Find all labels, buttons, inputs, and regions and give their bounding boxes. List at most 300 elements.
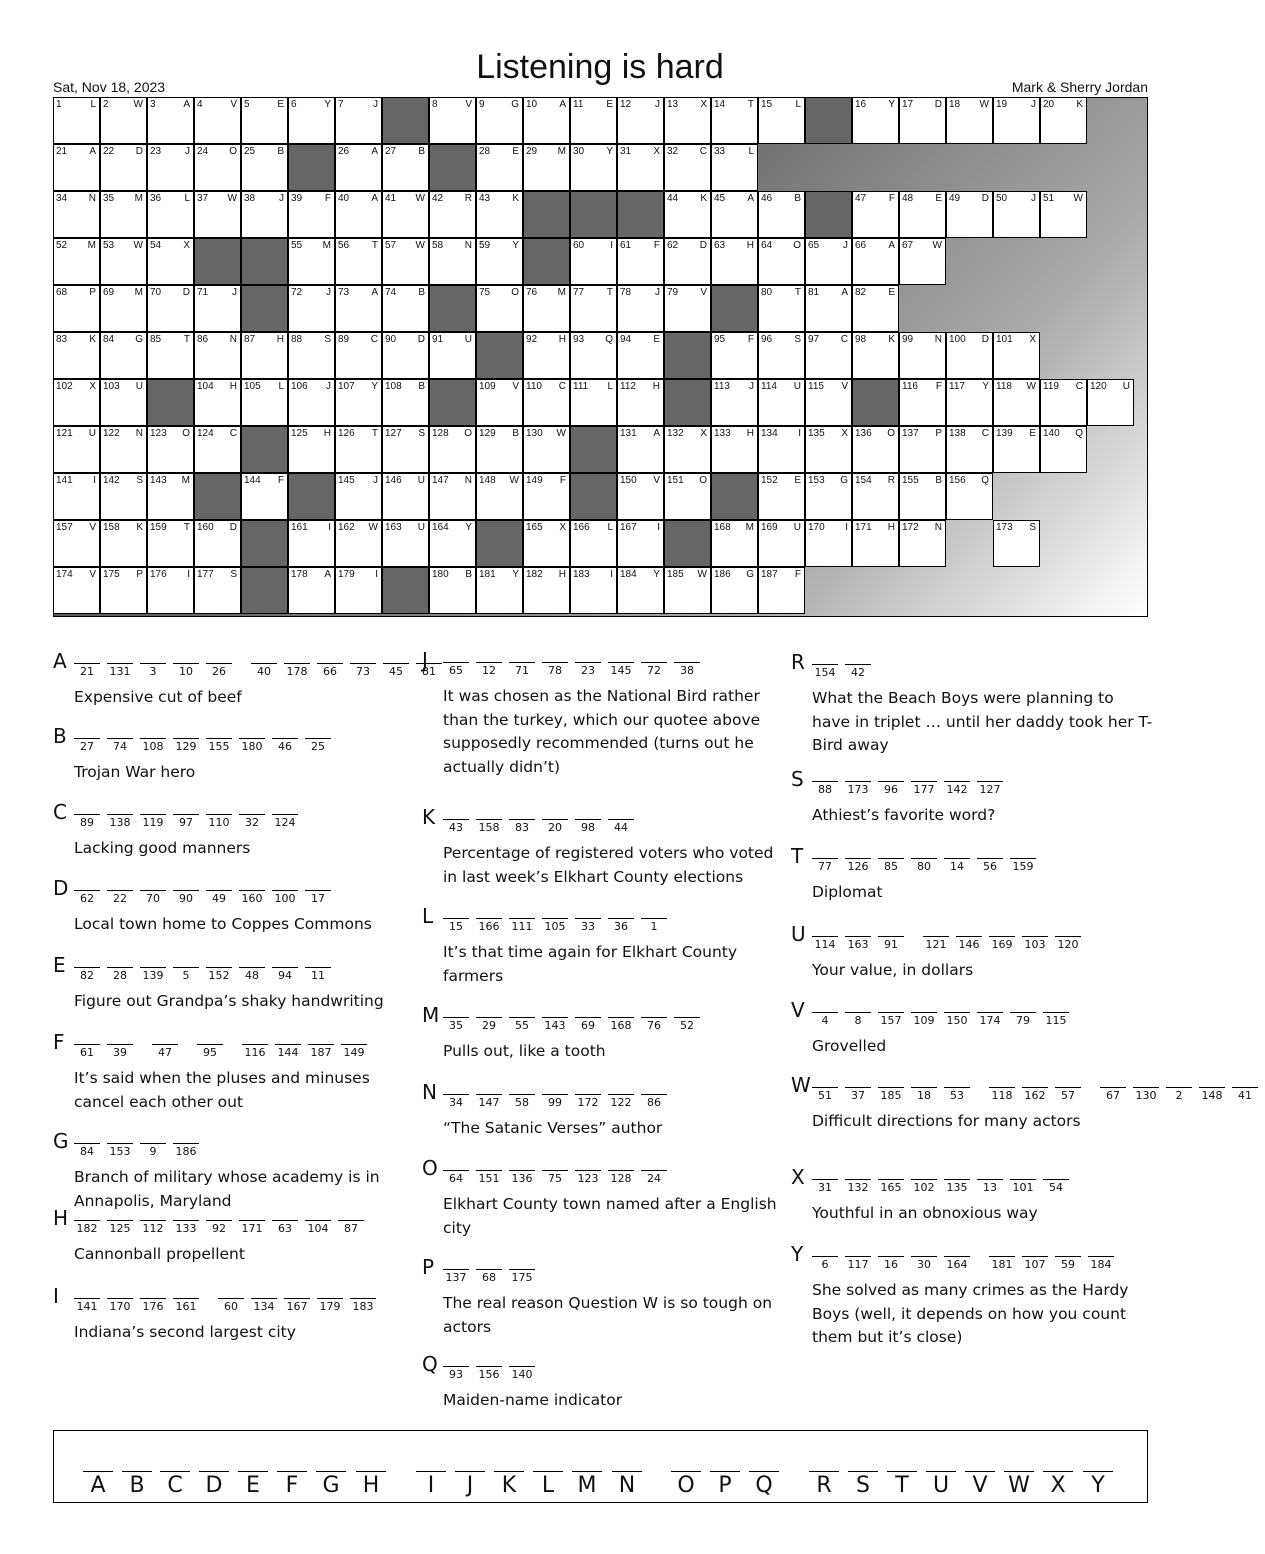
grid-cell-116[interactable] xyxy=(899,379,946,426)
answer-blank[interactable]: 146 xyxy=(956,936,982,951)
grid-cell-16[interactable] xyxy=(852,97,899,144)
answer-blank[interactable]: 137 xyxy=(443,1269,469,1284)
answer-blank[interactable]: 59 xyxy=(1055,1256,1081,1271)
answer-blank[interactable]: 105 xyxy=(542,918,568,933)
answer-blank[interactable]: 21 xyxy=(74,663,100,678)
grid-cell-133[interactable] xyxy=(711,426,758,473)
grid-cell-160[interactable] xyxy=(194,520,241,567)
answer-blank[interactable]: 135 xyxy=(944,1179,970,1194)
answer-blank[interactable]: 49 xyxy=(206,890,232,905)
answer-blank[interactable]: 73 xyxy=(350,663,376,678)
answer-blank[interactable]: 120 xyxy=(1055,936,1081,951)
answer-blank[interactable]: 24 xyxy=(641,1170,667,1185)
answer-blank[interactable]: 107 xyxy=(1022,1256,1048,1271)
answer-blank[interactable]: 103 xyxy=(1022,936,1048,951)
grid-cell-39[interactable] xyxy=(288,191,335,238)
grid-cell-59[interactable] xyxy=(476,238,523,285)
answer-blank[interactable]: 176 xyxy=(140,1298,166,1313)
grid-cell-107[interactable] xyxy=(335,379,382,426)
grid-cell-23[interactable] xyxy=(147,144,194,191)
grid-cell-170[interactable] xyxy=(805,520,852,567)
answer-blank[interactable]: 53 xyxy=(944,1087,970,1102)
grid-cell-151[interactable] xyxy=(664,473,711,520)
grid-cell-72[interactable] xyxy=(288,285,335,332)
answer-blank[interactable]: 101 xyxy=(1010,1179,1036,1194)
grid-cell-111[interactable] xyxy=(570,379,617,426)
grid-cell-33[interactable] xyxy=(711,144,758,191)
answer-blank[interactable]: 51 xyxy=(812,1087,838,1102)
grid-cell-26[interactable] xyxy=(335,144,382,191)
answer-blank[interactable]: 64 xyxy=(443,1170,469,1185)
answer-blank[interactable]: 163 xyxy=(845,936,871,951)
answer-letter-w[interactable]: W xyxy=(1004,1471,1034,1498)
answer-blank[interactable]: 23 xyxy=(575,662,601,677)
answer-blank[interactable]: 2 xyxy=(1166,1087,1192,1102)
grid-cell-11[interactable] xyxy=(570,97,617,144)
grid-cell-132[interactable] xyxy=(664,426,711,473)
grid-cell-27[interactable] xyxy=(382,144,429,191)
grid-cell-35[interactable] xyxy=(100,191,147,238)
grid-cell-9[interactable] xyxy=(476,97,523,144)
answer-blank[interactable]: 76 xyxy=(641,1017,667,1032)
grid-cell-65[interactable] xyxy=(805,238,852,285)
grid-cell-48[interactable] xyxy=(899,191,946,238)
grid-cell-156[interactable] xyxy=(946,473,993,520)
answer-blank[interactable]: 139 xyxy=(140,967,166,982)
grid-cell-105[interactable] xyxy=(241,379,288,426)
answer-blank[interactable]: 157 xyxy=(878,1012,904,1027)
grid-cell-146[interactable] xyxy=(382,473,429,520)
answer-blank[interactable]: 84 xyxy=(74,1143,100,1158)
answer-letter-p[interactable]: P xyxy=(710,1471,740,1498)
grid-cell-4[interactable] xyxy=(194,97,241,144)
grid-cell-36[interactable] xyxy=(147,191,194,238)
answer-blank[interactable]: 154 xyxy=(812,664,838,679)
grid-cell-89[interactable] xyxy=(335,332,382,379)
grid-cell-12[interactable] xyxy=(617,97,664,144)
answer-blank[interactable]: 75 xyxy=(542,1170,568,1185)
answer-letter-e[interactable]: E xyxy=(238,1471,268,1498)
grid-cell-173[interactable] xyxy=(993,520,1040,567)
answer-blank[interactable]: 86 xyxy=(641,1094,667,1109)
grid-cell-2[interactable] xyxy=(100,97,147,144)
grid-cell-62[interactable] xyxy=(664,238,711,285)
answer-blank[interactable]: 167 xyxy=(284,1298,310,1313)
answer-blank[interactable]: 28 xyxy=(107,967,133,982)
grid-cell-51[interactable] xyxy=(1040,191,1087,238)
answer-blank[interactable]: 123 xyxy=(575,1170,601,1185)
answer-blank[interactable]: 43 xyxy=(443,819,469,834)
grid-cell-5[interactable] xyxy=(241,97,288,144)
answer-letter-a[interactable]: A xyxy=(83,1471,113,1498)
grid-cell-137[interactable] xyxy=(899,426,946,473)
grid-cell-21[interactable] xyxy=(53,144,100,191)
grid-cell-106[interactable] xyxy=(288,379,335,426)
grid-cell-96[interactable] xyxy=(758,332,805,379)
answer-blank[interactable]: 85 xyxy=(878,858,904,873)
grid-cell-167[interactable] xyxy=(617,520,664,567)
grid-cell-18[interactable] xyxy=(946,97,993,144)
answer-blank[interactable]: 155 xyxy=(206,738,232,753)
grid-cell-97[interactable] xyxy=(805,332,852,379)
grid-cell-42[interactable] xyxy=(429,191,476,238)
answer-blank[interactable]: 132 xyxy=(845,1179,871,1194)
grid-cell-17[interactable] xyxy=(899,97,946,144)
answer-blank[interactable]: 91 xyxy=(878,936,904,951)
grid-cell-163[interactable] xyxy=(382,520,429,567)
grid-cell-165[interactable] xyxy=(523,520,570,567)
answer-blank[interactable]: 65 xyxy=(443,662,469,677)
grid-cell-84[interactable] xyxy=(100,332,147,379)
answer-blank[interactable]: 81 xyxy=(416,663,442,678)
answer-blank[interactable]: 37 xyxy=(845,1087,871,1102)
grid-cell-75[interactable] xyxy=(476,285,523,332)
grid-cell-161[interactable] xyxy=(288,520,335,567)
answer-blank[interactable]: 168 xyxy=(608,1017,634,1032)
grid-cell-80[interactable] xyxy=(758,285,805,332)
answer-blank[interactable]: 177 xyxy=(911,781,937,796)
grid-cell-63[interactable] xyxy=(711,238,758,285)
answer-blank[interactable]: 4 xyxy=(812,1012,838,1027)
grid-cell-28[interactable] xyxy=(476,144,523,191)
answer-blank[interactable]: 151 xyxy=(476,1170,502,1185)
answer-blank[interactable]: 102 xyxy=(911,1179,937,1194)
answer-blank[interactable]: 98 xyxy=(575,819,601,834)
grid-cell-117[interactable] xyxy=(946,379,993,426)
grid-cell-77[interactable] xyxy=(570,285,617,332)
grid-cell-54[interactable] xyxy=(147,238,194,285)
grid-cell-1[interactable] xyxy=(53,97,100,144)
grid-cell-184[interactable] xyxy=(617,567,664,614)
answer-blank[interactable]: 143 xyxy=(542,1017,568,1032)
answer-blank[interactable]: 130 xyxy=(1133,1087,1159,1102)
answer-letter-u[interactable]: U xyxy=(926,1471,956,1498)
answer-blank[interactable]: 147 xyxy=(476,1094,502,1109)
grid-cell-70[interactable] xyxy=(147,285,194,332)
answer-blank[interactable]: 114 xyxy=(812,936,838,951)
grid-cell-38[interactable] xyxy=(241,191,288,238)
grid-cell-134[interactable] xyxy=(758,426,805,473)
grid-cell-153[interactable] xyxy=(805,473,852,520)
answer-blank[interactable]: 110 xyxy=(206,814,232,829)
answer-blank[interactable]: 3 xyxy=(140,663,166,678)
grid-cell-142[interactable] xyxy=(100,473,147,520)
answer-letter-v[interactable]: V xyxy=(965,1471,995,1498)
answer-blank[interactable]: 69 xyxy=(575,1017,601,1032)
answer-letter-y[interactable]: Y xyxy=(1083,1471,1113,1498)
grid-cell-144[interactable] xyxy=(241,473,288,520)
grid-cell-180[interactable] xyxy=(429,567,476,614)
grid-cell-181[interactable] xyxy=(476,567,523,614)
answer-blank[interactable]: 71 xyxy=(509,662,535,677)
grid-cell-103[interactable] xyxy=(100,379,147,426)
grid-cell-104[interactable] xyxy=(194,379,241,426)
answer-blank[interactable]: 77 xyxy=(812,858,838,873)
grid-cell-141[interactable] xyxy=(53,473,100,520)
grid-cell-147[interactable] xyxy=(429,473,476,520)
answer-blank[interactable]: 125 xyxy=(107,1220,133,1235)
grid-cell-143[interactable] xyxy=(147,473,194,520)
grid-cell-118[interactable] xyxy=(993,379,1040,426)
answer-letter-i[interactable]: I xyxy=(416,1471,446,1498)
grid-cell-53[interactable] xyxy=(100,238,147,285)
grid-cell-150[interactable] xyxy=(617,473,664,520)
grid-cell-127[interactable] xyxy=(382,426,429,473)
answer-blank[interactable]: 32 xyxy=(239,814,265,829)
answer-blank[interactable]: 186 xyxy=(173,1143,199,1158)
grid-cell-129[interactable] xyxy=(476,426,523,473)
answer-blank[interactable]: 182 xyxy=(74,1220,100,1235)
answer-blank[interactable]: 41 xyxy=(1232,1087,1258,1102)
answer-blank[interactable]: 122 xyxy=(608,1094,634,1109)
answer-blank[interactable]: 22 xyxy=(107,890,133,905)
answer-blank[interactable]: 52 xyxy=(674,1017,700,1032)
answer-blank[interactable]: 178 xyxy=(284,663,310,678)
grid-cell-82[interactable] xyxy=(852,285,899,332)
answer-blank[interactable]: 31 xyxy=(812,1179,838,1194)
answer-blank[interactable]: 162 xyxy=(1022,1087,1048,1102)
answer-blank[interactable]: 72 xyxy=(641,662,667,677)
grid-cell-79[interactable] xyxy=(664,285,711,332)
answer-blank[interactable]: 8 xyxy=(845,1012,871,1027)
answer-blank[interactable]: 112 xyxy=(140,1220,166,1235)
answer-blank[interactable]: 45 xyxy=(383,663,409,678)
grid-cell-187[interactable] xyxy=(758,567,805,614)
answer-blank[interactable]: 67 xyxy=(1100,1087,1126,1102)
grid-cell-60[interactable] xyxy=(570,238,617,285)
grid-cell-88[interactable] xyxy=(288,332,335,379)
grid-cell-168[interactable] xyxy=(711,520,758,567)
answer-letter-c[interactable]: C xyxy=(160,1471,190,1498)
answer-blank[interactable]: 94 xyxy=(272,967,298,982)
grid-cell-87[interactable] xyxy=(241,332,288,379)
answer-blank[interactable]: 92 xyxy=(206,1220,232,1235)
answer-blank[interactable]: 144 xyxy=(275,1044,301,1059)
grid-cell-131[interactable] xyxy=(617,426,664,473)
grid-cell-8[interactable] xyxy=(429,97,476,144)
answer-blank[interactable]: 68 xyxy=(476,1269,502,1284)
grid-cell-152[interactable] xyxy=(758,473,805,520)
grid-cell-29[interactable] xyxy=(523,144,570,191)
answer-blank[interactable]: 99 xyxy=(542,1094,568,1109)
answer-blank[interactable]: 44 xyxy=(608,819,634,834)
grid-cell-98[interactable] xyxy=(852,332,899,379)
grid-cell-136[interactable] xyxy=(852,426,899,473)
answer-letter-b[interactable]: B xyxy=(122,1471,152,1498)
grid-cell-25[interactable] xyxy=(241,144,288,191)
grid-cell-34[interactable] xyxy=(53,191,100,238)
answer-blank[interactable]: 164 xyxy=(944,1256,970,1271)
answer-blank[interactable]: 95 xyxy=(197,1044,223,1059)
grid-cell-113[interactable] xyxy=(711,379,758,426)
answer-blank[interactable]: 152 xyxy=(206,967,232,982)
grid-cell-186[interactable] xyxy=(711,567,758,614)
answer-blank[interactable]: 180 xyxy=(239,738,265,753)
grid-cell-56[interactable] xyxy=(335,238,382,285)
answer-letter-o[interactable]: O xyxy=(671,1471,701,1498)
answer-blank[interactable]: 40 xyxy=(251,663,277,678)
answer-blank[interactable]: 26 xyxy=(206,663,232,678)
answer-blank[interactable]: 148 xyxy=(1199,1087,1225,1102)
grid-cell-154[interactable] xyxy=(852,473,899,520)
grid-cell-50[interactable] xyxy=(993,191,1040,238)
grid-cell-7[interactable] xyxy=(335,97,382,144)
grid-cell-162[interactable] xyxy=(335,520,382,567)
grid-cell-85[interactable] xyxy=(147,332,194,379)
grid-cell-177[interactable] xyxy=(194,567,241,614)
grid-cell-45[interactable] xyxy=(711,191,758,238)
answer-blank[interactable]: 185 xyxy=(878,1087,904,1102)
grid-cell-178[interactable] xyxy=(288,567,335,614)
grid-cell-30[interactable] xyxy=(570,144,617,191)
answer-blank[interactable]: 20 xyxy=(542,819,568,834)
grid-cell-24[interactable] xyxy=(194,144,241,191)
grid-cell-6[interactable] xyxy=(288,97,335,144)
grid-cell-176[interactable] xyxy=(147,567,194,614)
grid-cell-58[interactable] xyxy=(429,238,476,285)
answer-blank[interactable]: 60 xyxy=(218,1298,244,1313)
answer-blank[interactable]: 118 xyxy=(989,1087,1015,1102)
grid-cell-37[interactable] xyxy=(194,191,241,238)
answer-blank[interactable]: 78 xyxy=(542,662,568,677)
grid-cell-66[interactable] xyxy=(852,238,899,285)
answer-letter-d[interactable]: D xyxy=(199,1471,229,1498)
grid-cell-121[interactable] xyxy=(53,426,100,473)
answer-blank[interactable]: 100 xyxy=(272,890,298,905)
grid-cell-83[interactable] xyxy=(53,332,100,379)
grid-cell-92[interactable] xyxy=(523,332,570,379)
answer-blank[interactable]: 160 xyxy=(239,890,265,905)
answer-blank[interactable]: 79 xyxy=(1010,1012,1036,1027)
answer-blank[interactable]: 12 xyxy=(476,662,502,677)
answer-blank[interactable]: 136 xyxy=(509,1170,535,1185)
grid-cell-44[interactable] xyxy=(664,191,711,238)
answer-blank[interactable]: 126 xyxy=(845,858,871,873)
grid-cell-40[interactable] xyxy=(335,191,382,238)
answer-blank[interactable]: 62 xyxy=(74,890,100,905)
answer-letter-g[interactable]: G xyxy=(316,1471,346,1498)
grid-cell-67[interactable] xyxy=(899,238,946,285)
grid-cell-145[interactable] xyxy=(335,473,382,520)
answer-blank[interactable]: 56 xyxy=(977,858,1003,873)
grid-cell-115[interactable] xyxy=(805,379,852,426)
answer-blank[interactable]: 153 xyxy=(107,1143,133,1158)
grid-cell-157[interactable] xyxy=(53,520,100,567)
answer-blank[interactable]: 150 xyxy=(944,1012,970,1027)
answer-blank[interactable]: 82 xyxy=(74,967,100,982)
answer-blank[interactable]: 9 xyxy=(140,1143,166,1158)
grid-cell-81[interactable] xyxy=(805,285,852,332)
grid-cell-47[interactable] xyxy=(852,191,899,238)
grid-cell-22[interactable] xyxy=(100,144,147,191)
answer-blank[interactable]: 117 xyxy=(845,1256,871,1271)
grid-cell-112[interactable] xyxy=(617,379,664,426)
grid-cell-139[interactable] xyxy=(993,426,1040,473)
answer-blank[interactable]: 140 xyxy=(509,1366,535,1381)
grid-cell-171[interactable] xyxy=(852,520,899,567)
answer-blank[interactable]: 42 xyxy=(845,664,871,679)
grid-cell-94[interactable] xyxy=(617,332,664,379)
grid-cell-128[interactable] xyxy=(429,426,476,473)
answer-blank[interactable]: 165 xyxy=(878,1179,904,1194)
answer-blank[interactable]: 83 xyxy=(509,819,535,834)
answer-blank[interactable]: 187 xyxy=(308,1044,334,1059)
grid-cell-20[interactable] xyxy=(1040,97,1087,144)
grid-cell-140[interactable] xyxy=(1040,426,1087,473)
answer-blank[interactable]: 127 xyxy=(977,781,1003,796)
grid-cell-76[interactable] xyxy=(523,285,570,332)
answer-blank[interactable]: 170 xyxy=(107,1298,133,1313)
answer-blank[interactable]: 54 xyxy=(1043,1179,1069,1194)
grid-cell-90[interactable] xyxy=(382,332,429,379)
answer-letter-k[interactable]: K xyxy=(494,1471,524,1498)
grid-cell-57[interactable] xyxy=(382,238,429,285)
grid-cell-159[interactable] xyxy=(147,520,194,567)
answer-blank[interactable]: 35 xyxy=(443,1017,469,1032)
answer-letter-l[interactable]: L xyxy=(533,1471,563,1498)
answer-letter-x[interactable]: X xyxy=(1043,1471,1073,1498)
answer-blank[interactable]: 159 xyxy=(1010,858,1036,873)
grid-cell-110[interactable] xyxy=(523,379,570,426)
answer-blank[interactable]: 128 xyxy=(608,1170,634,1185)
grid-cell-108[interactable] xyxy=(382,379,429,426)
grid-cell-183[interactable] xyxy=(570,567,617,614)
answer-blank[interactable]: 30 xyxy=(911,1256,937,1271)
answer-letter-j[interactable]: J xyxy=(455,1471,485,1498)
answer-blank[interactable]: 66 xyxy=(317,663,343,678)
answer-blank[interactable]: 145 xyxy=(608,662,634,677)
answer-blank[interactable]: 61 xyxy=(74,1044,100,1059)
grid-cell-68[interactable] xyxy=(53,285,100,332)
answer-letter-r[interactable]: R xyxy=(809,1471,839,1498)
answer-blank[interactable]: 46 xyxy=(272,738,298,753)
answer-blank[interactable]: 158 xyxy=(476,819,502,834)
grid-cell-148[interactable] xyxy=(476,473,523,520)
answer-blank[interactable]: 96 xyxy=(878,781,904,796)
answer-blank[interactable]: 11 xyxy=(305,967,331,982)
answer-blank[interactable]: 138 xyxy=(107,814,133,829)
answer-blank[interactable]: 55 xyxy=(509,1017,535,1032)
grid-cell-124[interactable] xyxy=(194,426,241,473)
grid-cell-119[interactable] xyxy=(1040,379,1087,426)
grid-cell-135[interactable] xyxy=(805,426,852,473)
answer-blank[interactable]: 5 xyxy=(173,967,199,982)
answer-blank[interactable]: 129 xyxy=(173,738,199,753)
answer-blank[interactable]: 33 xyxy=(575,918,601,933)
answer-blank[interactable]: 174 xyxy=(977,1012,1003,1027)
answer-letter-q[interactable]: Q xyxy=(749,1471,779,1498)
answer-blank[interactable]: 63 xyxy=(272,1220,298,1235)
answer-blank[interactable]: 124 xyxy=(272,814,298,829)
answer-blank[interactable]: 88 xyxy=(812,781,838,796)
grid-cell-13[interactable] xyxy=(664,97,711,144)
answer-blank[interactable]: 14 xyxy=(944,858,970,873)
answer-blank[interactable]: 90 xyxy=(173,890,199,905)
answer-blank[interactable]: 58 xyxy=(509,1094,535,1109)
answer-blank[interactable]: 48 xyxy=(239,967,265,982)
grid-cell-169[interactable] xyxy=(758,520,805,567)
grid-cell-55[interactable] xyxy=(288,238,335,285)
grid-cell-15[interactable] xyxy=(758,97,805,144)
answer-blank[interactable]: 15 xyxy=(443,918,469,933)
grid-cell-69[interactable] xyxy=(100,285,147,332)
answer-blank[interactable]: 175 xyxy=(509,1269,535,1284)
answer-blank[interactable]: 184 xyxy=(1088,1256,1114,1271)
answer-blank[interactable]: 27 xyxy=(74,738,100,753)
grid-cell-174[interactable] xyxy=(53,567,100,614)
grid-cell-166[interactable] xyxy=(570,520,617,567)
answer-blank[interactable]: 179 xyxy=(317,1298,343,1313)
